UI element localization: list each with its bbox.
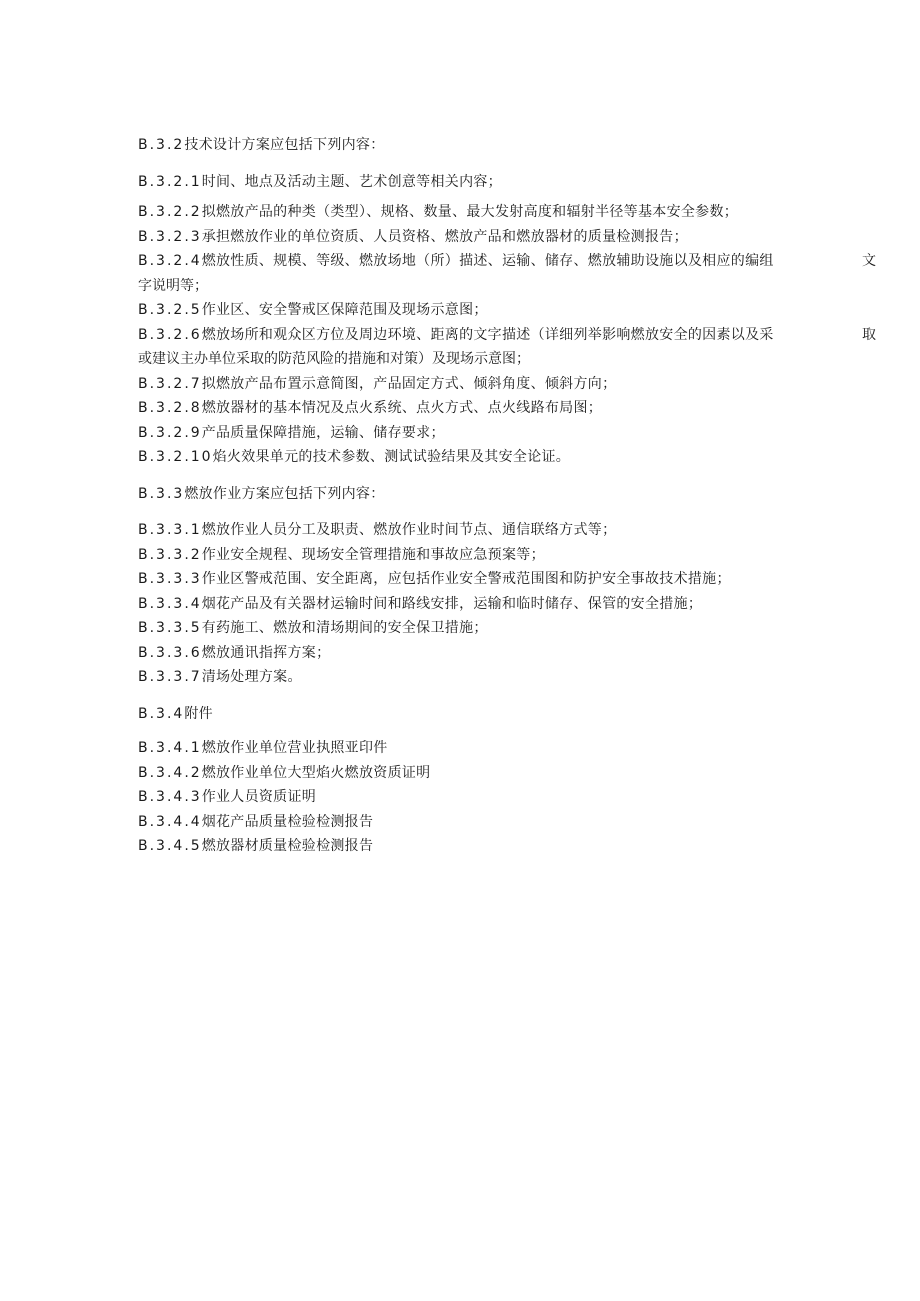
item-b328 <box>138 398 878 418</box>
item-b329 <box>138 423 878 443</box>
item-b321 <box>138 172 878 192</box>
section-b33 <box>138 484 878 504</box>
section-text: 附件 <box>184 706 213 722</box>
item-number: B.3.3.5 <box>138 620 202 636</box>
section-b32 <box>138 135 878 155</box>
item-number: B.3.3.1 <box>138 522 202 538</box>
item-text: 作业人员资质证明 <box>201 789 317 805</box>
item-text: 燃放场所和观众区方位及周边环境、距离的文字描述（详细列举影响燃放安全的因素以及采 <box>201 327 774 343</box>
item-b334 <box>138 594 878 614</box>
item-b3210 <box>138 447 878 467</box>
item-b327 <box>138 374 878 394</box>
section-number: B.3.3 <box>138 486 185 502</box>
item-b344 <box>138 812 878 832</box>
item-b326-continuation: 或建议主办单位采取的防范风险的措施和对策）及现场示意图； <box>138 351 530 367</box>
section-text: 燃放作业方案应包括下列内容： <box>184 486 385 502</box>
item-number: B.3.4.4 <box>138 814 202 830</box>
item-b324-continuation: 字说明等； <box>138 278 208 294</box>
item-text: 作业安全规程、现场安全管理措施和事故应急预案等； <box>201 547 545 563</box>
item-b335 <box>138 618 878 638</box>
item-b324-tail: 文 <box>862 253 876 269</box>
item-b325 <box>138 300 878 320</box>
item-number: B.3.2.2 <box>138 204 202 220</box>
item-number: B.3.2.3 <box>138 229 202 245</box>
item-number: B.3.2.10 <box>138 449 213 465</box>
item-number: B.3.2.9 <box>138 425 202 441</box>
item-number: B.3.2.4 <box>138 253 202 269</box>
item-b326 <box>138 325 878 345</box>
item-number: B.3.2.1 <box>138 174 202 190</box>
item-text: 燃放器材质量检验检测报告 <box>201 838 374 854</box>
item-b331 <box>138 520 878 540</box>
item-number: B.3.3.4 <box>138 596 202 612</box>
item-text: 燃放性质、规模、等级、燃放场地（所）描述、运输、储存、燃放辅助设施以及相应的编组 <box>201 253 774 269</box>
item-number: B.3.3.2 <box>138 547 202 563</box>
item-b333 <box>138 569 878 589</box>
item-b345 <box>138 836 878 856</box>
item-number: B.3.3.6 <box>138 645 202 661</box>
item-text: 有药施工、燃放和清场期间的安全保卫措施； <box>201 620 488 636</box>
item-b343 <box>138 787 878 807</box>
section-b34 <box>138 704 878 724</box>
item-number: B.3.4.3 <box>138 789 202 805</box>
item-b332 <box>138 545 878 565</box>
item-number: B.3.3.3 <box>138 571 202 587</box>
item-number: B.3.3.7 <box>138 669 202 685</box>
item-b322 <box>138 202 878 222</box>
section-text: 技术设计方案应包括下列内容： <box>184 137 385 153</box>
item-text: 燃放作业单位大型焰火燃放资质证明 <box>201 765 431 781</box>
item-text: 燃放通讯指挥方案； <box>201 645 331 661</box>
item-text: 产品质量保障措施，运输、储存要求； <box>201 425 445 441</box>
item-number: B.3.2.6 <box>138 327 202 343</box>
item-text: 拟燃放产品的种类（类型）、规格、数量、最大发射高度和辐射半径等基本安全参数； <box>201 204 739 220</box>
item-b326-tail: 取 <box>862 327 876 343</box>
item-b337 <box>138 667 878 687</box>
item-b323 <box>138 227 878 247</box>
item-b341 <box>138 738 878 758</box>
item-text: 清场处理方案。 <box>201 669 302 685</box>
item-text: 作业区、安全警戒区保障范围及现场示意图； <box>201 302 488 318</box>
section-number: B.3.2 <box>138 137 185 153</box>
item-text: 烟花产品及有关器材运输时间和路线安排，运输和临时储存、保管的安全措施； <box>201 596 703 612</box>
item-number: B.3.4.1 <box>138 740 202 756</box>
item-number: B.3.2.8 <box>138 400 202 416</box>
item-b336 <box>138 643 878 663</box>
item-b342 <box>138 763 878 783</box>
item-text: 焰火效果单元的技术参数、测试试验结果及其安全论证。 <box>212 449 571 465</box>
item-text: 承担燃放作业的单位资质、人员资格、燃放产品和燃放器材的质量检测报告； <box>201 229 688 245</box>
item-number: B.3.2.5 <box>138 302 202 318</box>
item-text: 燃放作业单位营业执照亚印件 <box>201 740 388 756</box>
item-text: 时间、地点及活动主题、艺术创意等相关内容； <box>201 174 502 190</box>
item-text: 作业区警戒范围、安全距离，应包括作业安全警戒范围图和防护安全事故技术措施； <box>201 571 731 587</box>
item-text: 拟燃放产品布置示意简图，产品固定方式、倾斜角度、倾斜方向； <box>201 376 617 392</box>
item-text: 燃放器材的基本情况及点火系统、点火方式、点火线路布局图； <box>201 400 603 416</box>
item-b324 <box>138 251 878 271</box>
item-number: B.3.4.5 <box>138 838 202 854</box>
item-text: 燃放作业人员分工及职责、燃放作业时间节点、通信联络方式等； <box>201 522 617 538</box>
item-text: 烟花产品质量检验检测报告 <box>201 814 374 830</box>
section-number: B.3.4 <box>138 706 185 722</box>
item-number: B.3.4.2 <box>138 765 202 781</box>
item-number: B.3.2.7 <box>138 376 202 392</box>
